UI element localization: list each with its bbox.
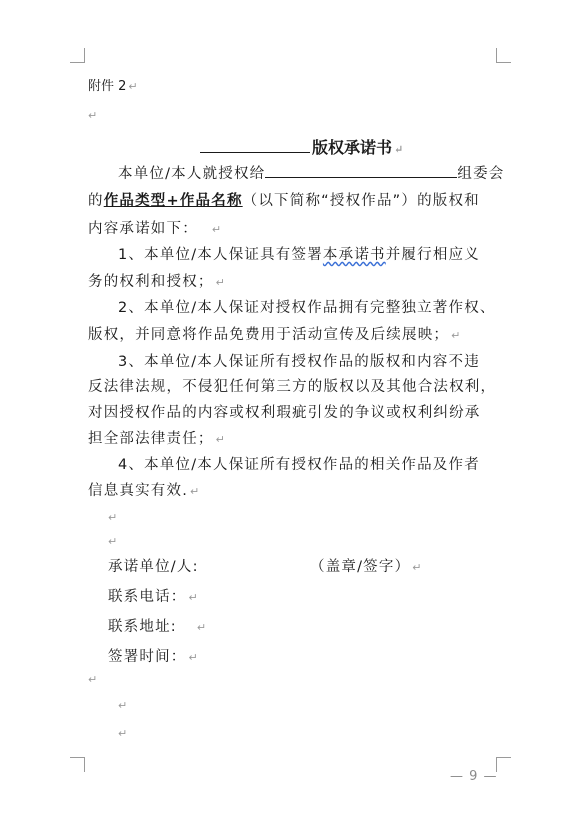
work-type-name-field: 作品类型+作品名称 xyxy=(103,193,243,209)
paragraph-mark-icon: ↵ xyxy=(211,223,223,236)
item-3-line-2 xyxy=(88,377,496,397)
attachment-label xyxy=(88,77,138,97)
sign-date-row xyxy=(108,645,199,666)
item-text: 并履行相应义 xyxy=(385,247,480,263)
intro-text: 本单位/本人就授权给 xyxy=(118,166,266,182)
item-3-line-4 xyxy=(88,429,226,450)
paragraph-mark-icon: ↵ xyxy=(215,276,227,289)
seal-signature-label: （盖章/签字） xyxy=(310,559,411,575)
crop-mark-bottom-left xyxy=(70,757,85,772)
seal-signature-row xyxy=(310,555,423,576)
address-row xyxy=(108,615,207,636)
item-text: 3、本单位/本人保证所有授权作品的版权和内容不违 xyxy=(118,354,480,370)
intro-text: 内容承诺如下： xyxy=(88,221,198,237)
phone-label: 联系电话： xyxy=(108,589,187,605)
paragraph-mark-icon: ↵ xyxy=(190,485,201,498)
title-text: 版权承诺书 xyxy=(312,138,393,157)
intro-text: 组委会 xyxy=(457,166,505,182)
address-label: 联系地址: xyxy=(108,619,177,635)
intro-line-3 xyxy=(88,219,222,240)
item-4-line-2 xyxy=(88,481,200,502)
paragraph-mark-icon: ↵ xyxy=(118,727,129,740)
item-text: 版权，并同意将作品免费用于活动宣传及后续展映； xyxy=(88,327,450,343)
organizer-blank-line xyxy=(265,163,457,178)
paragraph-mark-icon: ↵ xyxy=(108,535,119,548)
item-4-line-1 xyxy=(118,455,480,475)
item-3-line-1 xyxy=(118,352,480,372)
paragraph-mark-icon: ↵ xyxy=(215,433,227,446)
intro-line-2 xyxy=(88,191,480,211)
paragraph-mark-icon: ↵ xyxy=(412,561,423,574)
intro-text: （以下简称“授权作品”）的版权和 xyxy=(242,193,480,209)
item-text: 2、本单位/本人保证对授权作品拥有完整独立著作权、 xyxy=(118,300,496,316)
item-text: 1、本单位/本人保证具有签署 xyxy=(118,247,323,263)
spellcheck-underlined-text: 本承诺书 xyxy=(322,247,386,263)
item-1-line-1 xyxy=(118,245,480,265)
paragraph-mark-icon: ↵ xyxy=(188,591,199,604)
document-title xyxy=(200,135,403,158)
item-text: 担全部法律责任； xyxy=(88,431,214,447)
paragraph-mark-icon: ↵ xyxy=(88,673,99,686)
paragraph-mark-icon: ↵ xyxy=(128,80,138,93)
sign-date-label: 签署时间： xyxy=(108,649,187,665)
paragraph-mark-icon: ↵ xyxy=(108,511,119,524)
intro-line-1 xyxy=(118,163,505,184)
item-1-line-2 xyxy=(88,272,226,293)
attachment-text: 附件 2 xyxy=(88,79,127,94)
crop-mark-top-left xyxy=(70,48,85,63)
item-text: 反法律法规，不侵犯任何第三方的版权以及其他合法权利， xyxy=(88,379,497,395)
phone-row xyxy=(108,585,199,606)
paragraph-mark-icon: ↵ xyxy=(451,329,462,342)
crop-mark-top-right xyxy=(496,48,511,63)
signer-label: 承诺单位/人: xyxy=(108,559,199,575)
item-text: 务的权利和授权； xyxy=(88,274,214,290)
paragraph-mark-icon: ↵ xyxy=(394,143,404,156)
item-text: 信息真实有效. xyxy=(88,483,189,499)
item-2-line-2 xyxy=(88,325,462,346)
page-number: — 9 — xyxy=(450,769,498,784)
paragraph-mark-icon: ↵ xyxy=(88,109,99,122)
item-text: 对因授权作品的内容或权利瑕疵引发的争议或权利纠纷承 xyxy=(88,405,481,421)
paragraph-mark-icon: ↵ xyxy=(196,621,208,634)
item-3-line-3 xyxy=(88,403,481,423)
crop-mark-bottom-right xyxy=(496,757,511,772)
item-2-line-1 xyxy=(118,298,496,318)
paragraph-mark-icon: ↵ xyxy=(118,699,129,712)
intro-text: 的 xyxy=(88,193,104,209)
paragraph-mark-icon: ↵ xyxy=(188,651,199,664)
title-blank-line xyxy=(200,137,310,153)
item-text: 4、本单位/本人保证所有授权作品的相关作品及作者 xyxy=(118,457,480,473)
